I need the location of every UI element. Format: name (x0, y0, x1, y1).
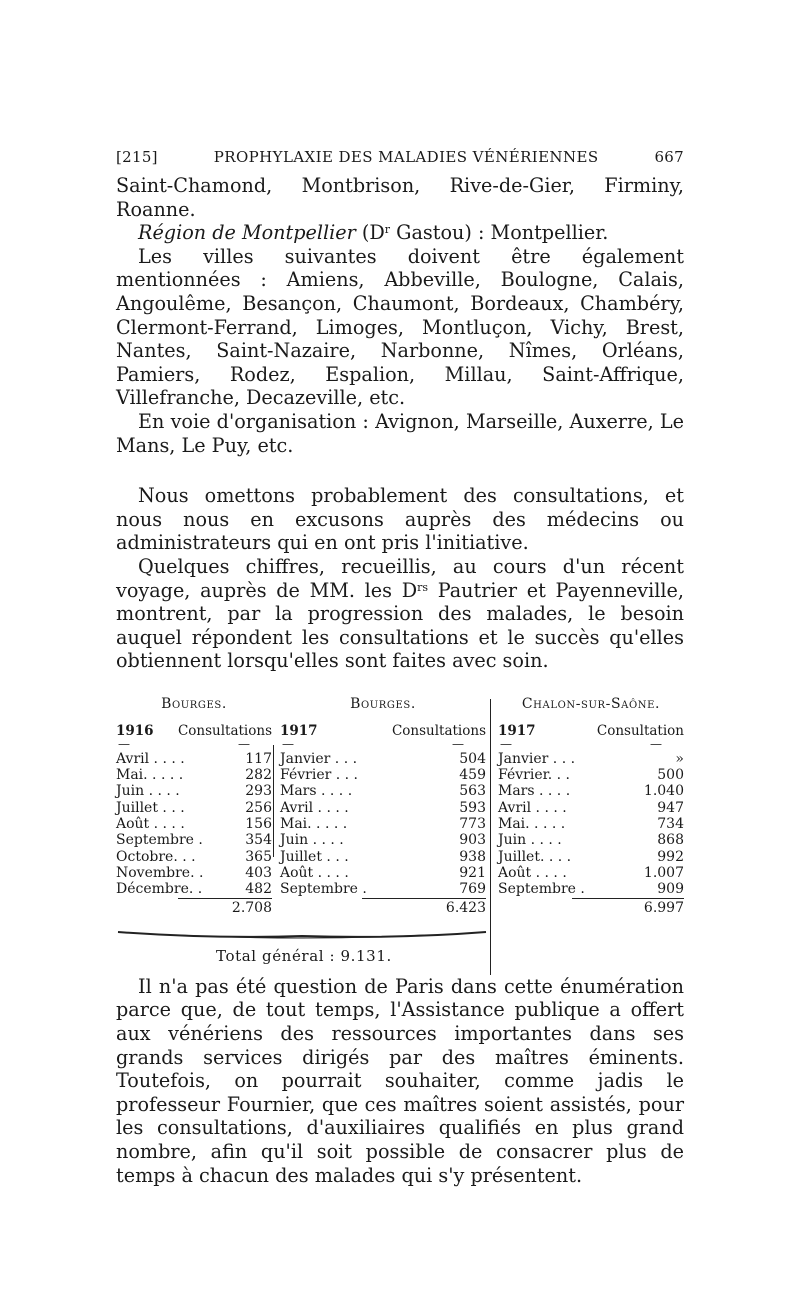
consultation-count: 365 (245, 848, 272, 865)
month-label: Janvier . . . (280, 750, 358, 767)
consultation-count: 909 (657, 881, 684, 898)
table-column-label: Consultations (391, 722, 486, 739)
table-row (280, 800, 486, 816)
month-label: Avril . . . . (116, 750, 185, 767)
running-title: PROPHYLAXIE DES MALADIES VÉNÉRIENNES (213, 148, 599, 166)
paragraph-other-cities: Les villes suivantes doivent être également mentionnées : Amiens, Abbeville, Boulogne, Calais, Angoulême, Besançon, Chaumont, Bordeaux, Chambéry, Clermont-Ferrand, Limoges, Montluçon, Vichy, Brest, Nantes, Saint-Nazaire, Narbonne, Nîmes, Orléans, Pamiers, Rodez, Espalion, Millau, Saint-Affrique, Villefranche, Decazeville, etc. (116, 244, 684, 410)
page-number: 667 (654, 148, 684, 166)
table-row (498, 816, 684, 832)
paragraph-paris: Il n'a pas été question de Paris dans cette énumération parce que, de tout temps, l'Assistance publique a offert aux vénériens des ressources importantes dans ses grands services dirigés par des maîtres éminents. Toutefois, on pourrait souhaiter, comme jadis le professeur Fournier, que ces maîtres soient assistés, pour les consultations, d'auxiliaires qualifiés en plus grand nombre, afin qu'il soit possible de consacrer plus de temps à chacun des malades qui s'y présentent. (116, 974, 684, 1187)
month-label: Septembre . (498, 881, 585, 898)
table-total: 2.708 (178, 898, 272, 917)
month-label: Mai. . . . . (280, 816, 348, 833)
table-row (116, 865, 272, 881)
table-column-label: Consultation (596, 722, 684, 739)
figures-rest: Pautrier et Payenneville, montrent, par la progression des malades, le besoin auquel répondent les consultations et le succès qu'elles obtiennent lorsqu'elles sont faites avec soin. (116, 578, 684, 673)
month-label: Janvier . . . (498, 750, 576, 767)
table-row (280, 881, 486, 897)
consultation-count: 992 (657, 848, 684, 865)
month-label: Septembre . (280, 881, 367, 898)
consultation-count: 1.040 (643, 783, 684, 800)
month-label: Avril . . . . (280, 799, 349, 816)
table-row (498, 849, 684, 865)
consultation-count: 769 (459, 881, 486, 898)
consultation-count: 256 (245, 799, 272, 816)
table-row (498, 832, 684, 848)
consultation-count: 734 (657, 816, 684, 833)
header-dashes: — — (282, 736, 464, 751)
book-page (116, 148, 684, 1187)
consultation-count: 500 (657, 767, 684, 784)
divider-line-2 (490, 699, 491, 975)
table-row (280, 816, 486, 832)
table-year: 1917 (280, 722, 318, 739)
table-column-label: Consultations (177, 722, 272, 739)
running-header (116, 148, 684, 174)
consultation-count: 504 (459, 750, 486, 767)
table-year: 1917 (498, 722, 536, 739)
month-label: Juin . . . . (280, 832, 344, 849)
table-row (280, 832, 486, 848)
table-title: Bourges. (161, 695, 227, 712)
table-row (280, 849, 486, 865)
month-label: Août . . . . (280, 864, 349, 881)
header-dashes: — — (500, 736, 662, 751)
consultation-count: 403 (245, 864, 272, 881)
consultation-count: 156 (245, 816, 272, 833)
month-label: Mars . . . . (498, 783, 571, 800)
consultation-count: 938 (459, 848, 486, 865)
month-label: Septembre . (116, 832, 203, 849)
bracket-page-number: [215] (116, 148, 158, 166)
table-chalon-1917 (498, 693, 684, 917)
month-label: Novembre. . (116, 864, 204, 881)
table-row (498, 767, 684, 783)
table-row (116, 816, 272, 832)
table-row (116, 832, 272, 848)
table-year: 1916 (116, 722, 154, 739)
month-label: Juillet . . . (280, 848, 349, 865)
consultation-count: 921 (459, 864, 486, 881)
table-row (116, 783, 272, 799)
table-row (116, 849, 272, 865)
consultation-count: 282 (245, 767, 272, 784)
paragraph-excuses: Nous omettons probablement des consultations, et nous nous en excusons auprès des médecins ou administrateurs qui en ont pris l'initiative. (116, 484, 684, 555)
paragraph-montpellier: Région de Montpellier ($D^r$ Gastou) : Montpellier. (138, 221, 609, 245)
paragraph-figures (116, 555, 684, 673)
table-row (498, 800, 684, 816)
month-label: Juin . . . . (498, 832, 562, 849)
montpellier-rest: Gastou) : Montpellier. (390, 221, 609, 245)
table-row (498, 881, 684, 897)
table-row (116, 751, 272, 767)
doctor-abbrev: D (369, 221, 385, 245)
grand-total: Total général : 9.131. (216, 946, 392, 965)
table-row (280, 751, 486, 767)
consultation-count: 459 (459, 767, 486, 784)
table-row (116, 800, 272, 816)
table-total: 6.423 (362, 898, 486, 917)
consultation-count: 293 (245, 783, 272, 800)
table-total: 6.997 (572, 898, 684, 917)
month-label: Juillet. . . . (498, 848, 572, 865)
table-row (116, 767, 272, 783)
month-label: Juin . . . . (116, 783, 180, 800)
table-row (280, 783, 486, 799)
month-label: Février . . . (280, 767, 358, 784)
table-bourges-1917 (280, 693, 486, 917)
decorative-swoosh (116, 929, 488, 943)
doctors-abbrev-sup: rs (417, 580, 428, 594)
month-label: Août . . . . (498, 864, 567, 881)
table-title: Bourges. (350, 695, 416, 712)
paragraph-cities-lyon: Saint-Chamond, Montbrison, Rive-de-Gier, Firminy, Roanne. (116, 174, 684, 221)
paragraph-organisation: En voie d'organisation : Avignon, Marseille, Auxerre, Le Mans, Le Puy, etc. (116, 409, 684, 457)
consultation-count: 563 (459, 783, 486, 800)
header-dashes: — — (118, 736, 250, 751)
month-label: Mai. . . . . (116, 767, 184, 784)
table-row (280, 767, 486, 783)
table-title: Chalon-sur-Saône. (521, 695, 661, 712)
month-label: Mars . . . . (280, 783, 353, 800)
month-label: Mai. . . . . (498, 816, 566, 833)
table-row (498, 865, 684, 881)
table-row (280, 865, 486, 881)
consultation-count: 1.007 (643, 864, 684, 881)
consultation-tables (116, 693, 684, 969)
month-label: Février. . . (498, 767, 571, 784)
divider-line-1 (273, 745, 274, 857)
month-label: Août . . . . (116, 816, 185, 833)
consultation-count: 593 (459, 799, 486, 816)
consultation-count: » (675, 750, 684, 767)
doctor-abbrev-sup: r (384, 223, 391, 237)
month-label: Décembre. . (116, 881, 203, 898)
consultation-count: 354 (245, 832, 272, 849)
consultation-count: 903 (459, 832, 486, 849)
consultation-count: 482 (245, 881, 272, 898)
month-label: Octobre. . . (116, 848, 196, 865)
table-bourges-1916 (116, 693, 272, 917)
table-row (116, 881, 272, 897)
consultation-count: 868 (657, 832, 684, 849)
consultation-count: 773 (459, 816, 486, 833)
figures-intro: Quelques chiffres, recueillis, au cours d'un récent voyage, auprès de MM. les D (116, 554, 684, 602)
table-row (498, 751, 684, 767)
month-label: Avril . . . . (498, 799, 567, 816)
table-row (498, 783, 684, 799)
month-label: Juillet . . . (116, 799, 185, 816)
region-label: Région de Montpellier (138, 221, 356, 245)
consultation-count: 947 (657, 799, 684, 816)
consultation-count: 117 (245, 750, 272, 767)
